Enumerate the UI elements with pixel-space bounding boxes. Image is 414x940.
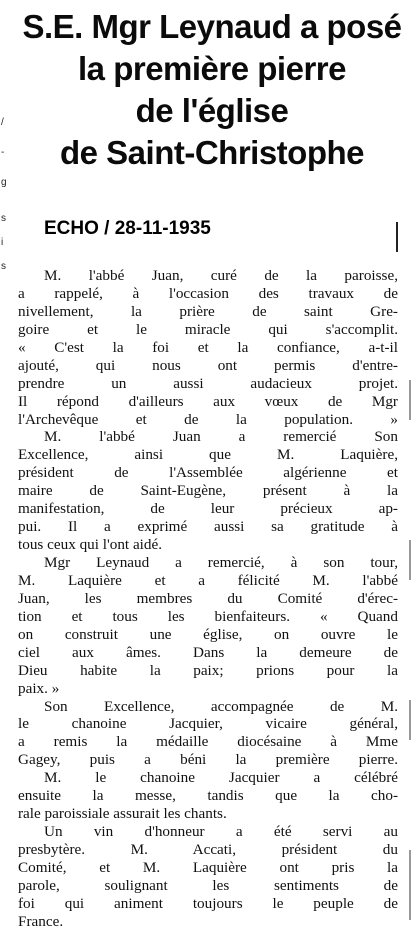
column-rule <box>396 222 398 252</box>
body-line: le chanoine Jacquier, vicaire général, <box>18 715 398 733</box>
body-line: goire et le miracle qui s'accomplit. <box>18 320 398 338</box>
body-line: nivellement, la prière de saint Gre- <box>18 302 398 320</box>
body-line: M. l'abbé Juan a remercié Son <box>44 428 398 446</box>
body-line: presbytère. M. Accati, président du <box>18 841 398 858</box>
body-line: manifestation, de leur précieux ap- <box>18 500 398 518</box>
body-line: a rappelé, à l'occasion des travaux de <box>18 284 398 302</box>
body-line: paix. » <box>18 679 60 697</box>
body-line: tion et tous les bienfaiteurs. « Quand <box>18 607 398 625</box>
body-line: on construit une église, on ouvre le <box>18 625 398 643</box>
body-line: ensuite la messe, tandis que la cho- <box>18 787 398 805</box>
margin-mark: g <box>1 177 7 188</box>
body-line: M. le chanoine Jacquier a célébré <box>44 769 398 787</box>
body-line: Juan, les membres du Comité d'érec- <box>18 589 398 607</box>
headline-line: la première pierre <box>78 50 346 87</box>
headline-line: de Saint-Christophe <box>59 134 365 171</box>
body-line: Gagey, puis a béni la première pierre. <box>18 751 398 769</box>
body-line: France. <box>18 912 64 930</box>
body-line: Dieu habite la paix; prions pour la <box>18 661 398 679</box>
margin-mark: - <box>1 147 5 158</box>
left-margin-fragments <box>0 0 12 940</box>
body-line: ajouté, qui nous ont permis d'entre- <box>18 356 398 374</box>
body-line: M. Laquière et a félicité M. l'abbé <box>18 571 398 589</box>
body-line: ciel aux âmes. Dans la demeure de <box>18 643 398 661</box>
body-line: Il répond d'ailleurs aux vœux de Mgr <box>18 392 398 410</box>
body-line: Excellence, ainsi que M. Laquière, <box>18 446 398 464</box>
body-line: rale paroissiale assurait les chants. <box>18 805 227 823</box>
body-line: prendre un aussi audacieux projet. <box>18 374 398 392</box>
body-line: Comité, et M. Laquière ont pris la <box>18 858 398 876</box>
body-line: Un vin d'honneur a été servi au <box>44 823 398 841</box>
body-line: a remis la médaille diocésaine à Mme <box>18 733 398 751</box>
body-line: Mgr Leynaud a remercié, à son tour, <box>44 554 398 571</box>
body-line: « C'est la foi et la confiance, a-t-il <box>18 338 398 356</box>
body-line: tous ceux qui l'ont aidé. <box>18 536 163 554</box>
source-date-stamp: ECHO / 28-11-1935 <box>44 218 211 239</box>
margin-mark: i <box>1 237 4 248</box>
body-line: pui. Il a exprimé aussi sa gratitude à <box>18 518 398 536</box>
margin-mark: s <box>1 261 6 272</box>
body-line: Son Excellence, accompagnée de M. <box>44 697 398 715</box>
margin-mark: s <box>1 213 6 224</box>
body-line: M. l'abbé Juan, curé de la paroisse, <box>44 267 398 284</box>
article-body <box>18 267 398 931</box>
torn-right-edge <box>408 380 412 920</box>
headline-line: S.E. Mgr Leynaud a posé <box>22 8 402 45</box>
article-headline <box>18 6 406 174</box>
body-line: foi qui animent toujours le peuple de <box>18 894 398 912</box>
body-line: parole, soulignant les sentiments de <box>18 876 398 894</box>
headline-line: de l'église <box>135 92 289 129</box>
body-line: président de l'Assemblée algérienne et <box>18 464 398 482</box>
body-line: l'Archevêque et de la population. » <box>18 410 398 428</box>
margin-mark: / <box>1 117 4 128</box>
body-line: maire de Saint-Eugène, présent à la <box>18 482 398 500</box>
